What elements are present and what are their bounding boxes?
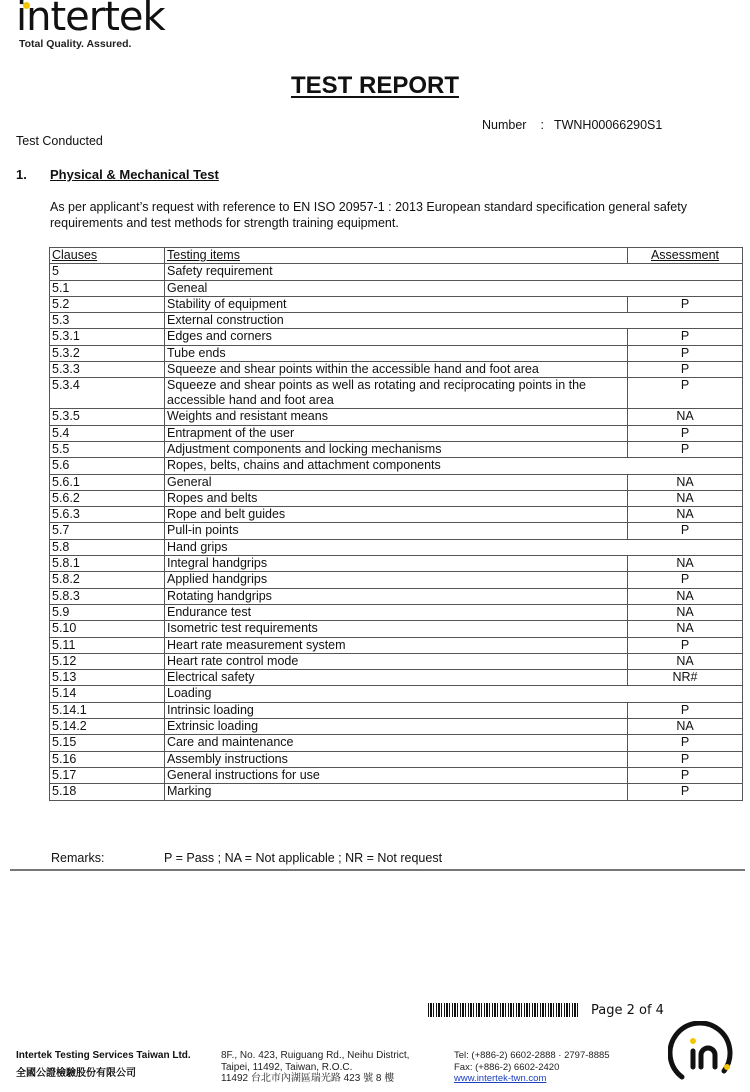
clause-cell: 5.4 [50,425,165,441]
table-row [50,313,743,329]
header-testing-items: Testing items [165,248,628,264]
clause-cell: 5.8.1 [50,556,165,572]
assessment-cell: P [628,751,743,767]
table-row [50,588,743,604]
table-row [50,767,743,783]
company-contact [454,1050,610,1085]
testing-item-cell: Integral handgrips [165,556,628,572]
clause-cell: 5.16 [50,751,165,767]
logo-tagline: Total Quality. Assured. [19,38,132,50]
assessment-cell: P [628,329,743,345]
intertek-in-logo-icon [668,1021,736,1089]
testing-item-cell: Geneal [165,280,743,296]
testing-item-cell: Extrinsic loading [165,719,628,735]
table-row [50,637,743,653]
clause-cell: 5.10 [50,621,165,637]
testing-item-cell: Edges and corners [165,329,628,345]
clause-cell: 5.1 [50,280,165,296]
clause-cell: 5 [50,264,165,280]
testing-item-cell: Rope and belt guides [165,507,628,523]
testing-item-cell: Assembly instructions [165,751,628,767]
table-row [50,621,743,637]
clause-cell: 5.5 [50,441,165,457]
assessment-cell: NA [628,409,743,425]
company-name-en: Intertek Testing Services Taiwan Ltd. [16,1050,191,1061]
assessment-cell: NA [628,719,743,735]
testing-item-cell: Hand grips [165,539,743,555]
assessment-cell: P [628,441,743,457]
table-row [50,345,743,361]
testing-item-cell: Applied handgrips [165,572,628,588]
testing-item-cell: Marking [165,784,628,800]
divider [10,869,745,871]
clause-cell: 5.3 [50,313,165,329]
table-row [50,702,743,718]
table-row [50,653,743,669]
clause-cell: 5.17 [50,767,165,783]
table-row [50,735,743,751]
address-zh: 11492 台北市內湖區瑞光路 423 號 8 樓 [221,1073,395,1084]
table-row [50,329,743,345]
testing-item-cell: Squeeze and shear points as well as rotating and reciprocating points in the accessible hand and foot area [165,378,628,409]
assessment-cell: NA [628,653,743,669]
table-row [50,604,743,620]
testing-item-cell: Adjustment components and locking mechanisms [165,441,628,457]
number-value: TWNH00066290S1 [553,118,663,132]
assessment-cell: P [628,345,743,361]
clause-cell: 5.6.1 [50,474,165,490]
assessment-cell: P [628,702,743,718]
assessment-cell: P [628,767,743,783]
testing-item-cell: Squeeze and shear points within the accessible hand and foot area [165,362,628,378]
testing-item-cell: Isometric test requirements [165,621,628,637]
clause-cell: 5.18 [50,784,165,800]
assessment-cell: P [628,362,743,378]
table-row [50,280,743,296]
clause-cell: 5.14.1 [50,702,165,718]
report-title: TEST REPORT [290,72,459,99]
website-link[interactable]: www.intertek-twn.com [454,1073,547,1084]
clause-cell: 5.12 [50,653,165,669]
clause-cell: 5.11 [50,637,165,653]
testing-item-cell: Safety requirement [165,264,743,280]
clause-cell: 5.3.4 [50,378,165,409]
testing-item-cell: General [165,474,628,490]
testing-item-cell: Intrinsic loading [165,702,628,718]
table-row [50,523,743,539]
intertek-logo: intertek [16,0,165,40]
testing-item-cell: Electrical safety [165,670,628,686]
address-line-1: 8F., No. 423, Ruiguang Rd., Neihu District, [221,1050,410,1061]
table-row [50,441,743,457]
clause-cell: 5.8 [50,539,165,555]
testing-item-cell: Tube ends [165,345,628,361]
clause-cell: 5.8.3 [50,588,165,604]
company-address [221,1050,409,1085]
clause-cell: 5.14.2 [50,719,165,735]
testing-item-cell: Rotating handgrips [165,588,628,604]
table-row [50,507,743,523]
clause-cell: 5.2 [50,296,165,312]
table-row [50,784,743,800]
table-row [50,378,743,409]
address-line-2: Taipei, 11492, Taiwan, R.O.C. [221,1061,353,1073]
testing-item-cell: General instructions for use [165,767,628,783]
assessment-cell: P [628,784,743,800]
table-row [50,670,743,686]
header-clauses: Clauses [50,248,165,264]
testing-item-cell: Loading [165,686,743,702]
testing-item-cell: Care and maintenance [165,735,628,751]
clause-cell: 5.3.1 [50,329,165,345]
assessment-cell: NA [628,490,743,506]
clause-cell: 5.15 [50,735,165,751]
testing-item-cell: Heart rate measurement system [165,637,628,653]
testing-item-cell: External construction [165,313,743,329]
table-row [50,474,743,490]
clause-cell: 5.6.2 [50,490,165,506]
table-row [50,719,743,735]
fax: Fax: (+886-2) 6602-2420 [454,1061,560,1073]
testing-item-cell: Entrapment of the user [165,425,628,441]
remarks-label: Remarks: [51,851,105,865]
table-row [50,296,743,312]
table-row [50,458,743,474]
testing-item-cell: Ropes, belts, chains and attachment components [165,458,743,474]
table-row [50,751,743,767]
assessment-cell: NA [628,556,743,572]
testing-item-cell: Endurance test [165,604,628,620]
page-number: Page 2 of 4 [591,1003,664,1018]
test-conducted-label: Test Conducted [16,134,103,148]
section-title: Physical & Mechanical Test [50,167,219,182]
assessment-cell: P [628,425,743,441]
clause-cell: 5.7 [50,523,165,539]
assessment-table [49,247,743,801]
testing-item-cell: Heart rate control mode [165,653,628,669]
table-row [50,264,743,280]
clause-cell: 5.6.3 [50,507,165,523]
assessment-cell: NA [628,621,743,637]
table-row [50,556,743,572]
assessment-cell: NA [628,588,743,604]
section-intro: As per applicant’s request with reference to EN ISO 20957-1 : 2013 European standard specification general safety requirements and test methods for strength training equipment. [50,200,687,230]
assessment-cell: NA [628,474,743,490]
barcode [428,1003,578,1017]
assessment-cell: P [628,637,743,653]
table-row [50,539,743,555]
clause-cell: 5.3.3 [50,362,165,378]
table-header-row [50,248,743,264]
testing-item-cell: Pull-in points [165,523,628,539]
section-number: 1. [16,167,27,182]
assessment-cell: NA [628,507,743,523]
clause-cell: 5.9 [50,604,165,620]
clause-cell: 5.14 [50,686,165,702]
assessment-cell: P [628,572,743,588]
assessment-cell: P [628,735,743,751]
assessment-cell: NA [628,604,743,620]
assessment-cell: NR# [628,670,743,686]
assessment-cell: P [628,378,743,409]
clause-cell: 5.3.2 [50,345,165,361]
table-row [50,362,743,378]
assessment-cell: P [628,296,743,312]
table-row [50,425,743,441]
remarks-text: P = Pass ; NA = Not applicable ; NR = Not request [164,851,443,865]
testing-item-cell: Ropes and belts [165,490,628,506]
testing-item-cell: Stability of equipment [165,296,628,312]
table-row [50,686,743,702]
clause-cell: 5.3.5 [50,409,165,425]
report-number: Number : TWNH00066290S1 [482,118,663,132]
header-assessment: Assessment [628,248,743,264]
assessment-cell: P [628,523,743,539]
telephone: Tel: (+886-2) 6602-2888 · 2797-8885 [454,1050,610,1061]
company-name-zh: 全國公證檢驗股份有限公司 [16,1068,136,1079]
table-row [50,490,743,506]
clause-cell: 5.8.2 [50,572,165,588]
testing-item-cell: Weights and resistant means [165,409,628,425]
table-row [50,409,743,425]
table-row [50,572,743,588]
clause-cell: 5.13 [50,670,165,686]
clause-cell: 5.6 [50,458,165,474]
number-label: Number [482,118,527,132]
